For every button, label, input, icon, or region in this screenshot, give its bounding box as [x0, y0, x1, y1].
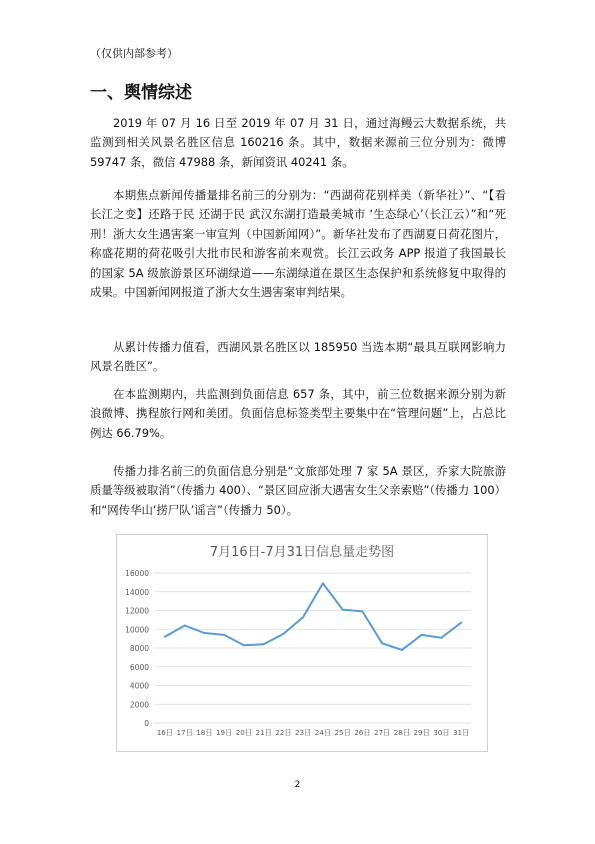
y-tick-label: 0	[144, 719, 149, 728]
data-point	[164, 636, 166, 638]
x-tick-label: 28日	[393, 728, 411, 737]
x-tick-label: 31日	[452, 728, 470, 737]
paragraph-overview: 2019 年 07 月 16 日至 2019 年 07 月 31 日，通过海鳗云大数据系统，共监测到相关风景名胜区信息 160216 条。其中，数据来源前三位分别为：微博 59747 条，微信 47988 条，新闻资讯 40241 条。	[90, 116, 506, 169]
section-heading: 一、舆情综述	[90, 83, 192, 103]
data-point	[302, 616, 304, 618]
data-point	[203, 632, 205, 634]
y-tick-label: 4000	[129, 681, 149, 691]
data-point	[460, 622, 462, 624]
chart-title: 7月16日-7月31日信息量走势图	[209, 545, 395, 560]
trend-chart	[116, 534, 488, 752]
paragraph-top-news: 本期焦点新闻传播量排名前三的分别为：“西湖荷花别样美（新华社）”、“【看长江之变】还路于民 还湖于民 武汉东湖打造最美城市 ‘生态绿心’（长江云）”和“死刑！浙大女生遇害案一审宣判（中国新闻网）”。新华社发布了西湖夏日荷花图片，称盛花期的荷花吸引大批市民和游客前来观赏。长江云政务 APP 报道了我国最长的国家 5A 级旅游景区环湖绿道——东湖绿道在景区生态保护和系统修复中取得的成果。中国新闻网报道了浙大女生遇害案审判结果。	[90, 188, 506, 300]
data-point	[440, 637, 442, 639]
data-point	[361, 610, 363, 612]
x-tick-label: 30日	[433, 728, 450, 737]
paragraph-top-negative: 传播力排名前三的负面信息分别是“文旅部处理 7 家 5A 景区，乔家大院旅游质量等级被取消”（传播力 400）、“景区回应浙大遇害女生父亲索赔”（传播力 100）和“网传华山‘捞尸队’谣言”（传播力 50）。	[90, 464, 506, 517]
x-tick-label: 18日	[196, 728, 213, 737]
paragraph-influence: 从累计传播力值看，西湖风景名胜区以 185950 当选本期“最具互联网影响力风景名胜区”。	[90, 340, 506, 374]
x-tick-label: 26日	[354, 728, 371, 737]
data-point	[342, 609, 344, 611]
x-tick-label: 19日	[215, 728, 233, 737]
x-tick-label: 16日	[156, 728, 174, 737]
data-point	[421, 634, 423, 636]
data-point	[401, 649, 403, 651]
x-tick-label: 17日	[176, 728, 193, 737]
y-tick-label: 8000	[129, 644, 149, 653]
data-point	[223, 634, 225, 636]
data-point	[243, 644, 245, 646]
data-point	[322, 582, 324, 584]
data-point	[282, 633, 284, 635]
data-point	[381, 642, 383, 644]
internal-reference-note: （仅供内部参考）	[90, 47, 178, 60]
paragraph-negative-info: 在本监测期内，共监测到负面信息 657 条，其中，前三位数据来源分别为新浪微博、携程旅行网和美团。负面信息标签类型主要集中在“管理问题”上，占总比例达 66.79%。	[90, 387, 506, 440]
x-tick-label: 22日	[275, 728, 292, 737]
y-tick-label: 6000	[129, 662, 149, 672]
x-tick-label: 21日	[255, 728, 272, 737]
x-tick-label: 29日	[413, 728, 430, 737]
series-line	[165, 583, 461, 650]
x-tick-label: 25日	[334, 728, 351, 737]
data-point	[184, 625, 186, 627]
y-tick-label: 14000	[125, 587, 149, 597]
y-tick-label: 10000	[125, 625, 149, 635]
x-tick-label: 27日	[373, 728, 391, 737]
y-tick-label: 12000	[125, 606, 149, 616]
x-tick-label: 24日	[314, 728, 332, 737]
y-tick-label: 16000	[125, 569, 149, 578]
x-tick-label: 23日	[294, 728, 312, 737]
y-tick-label: 2000	[129, 700, 149, 710]
trend-chart-svg	[117, 535, 487, 751]
data-point	[263, 643, 265, 645]
page-number: 2	[294, 780, 301, 790]
x-tick-label: 20日	[235, 728, 253, 737]
